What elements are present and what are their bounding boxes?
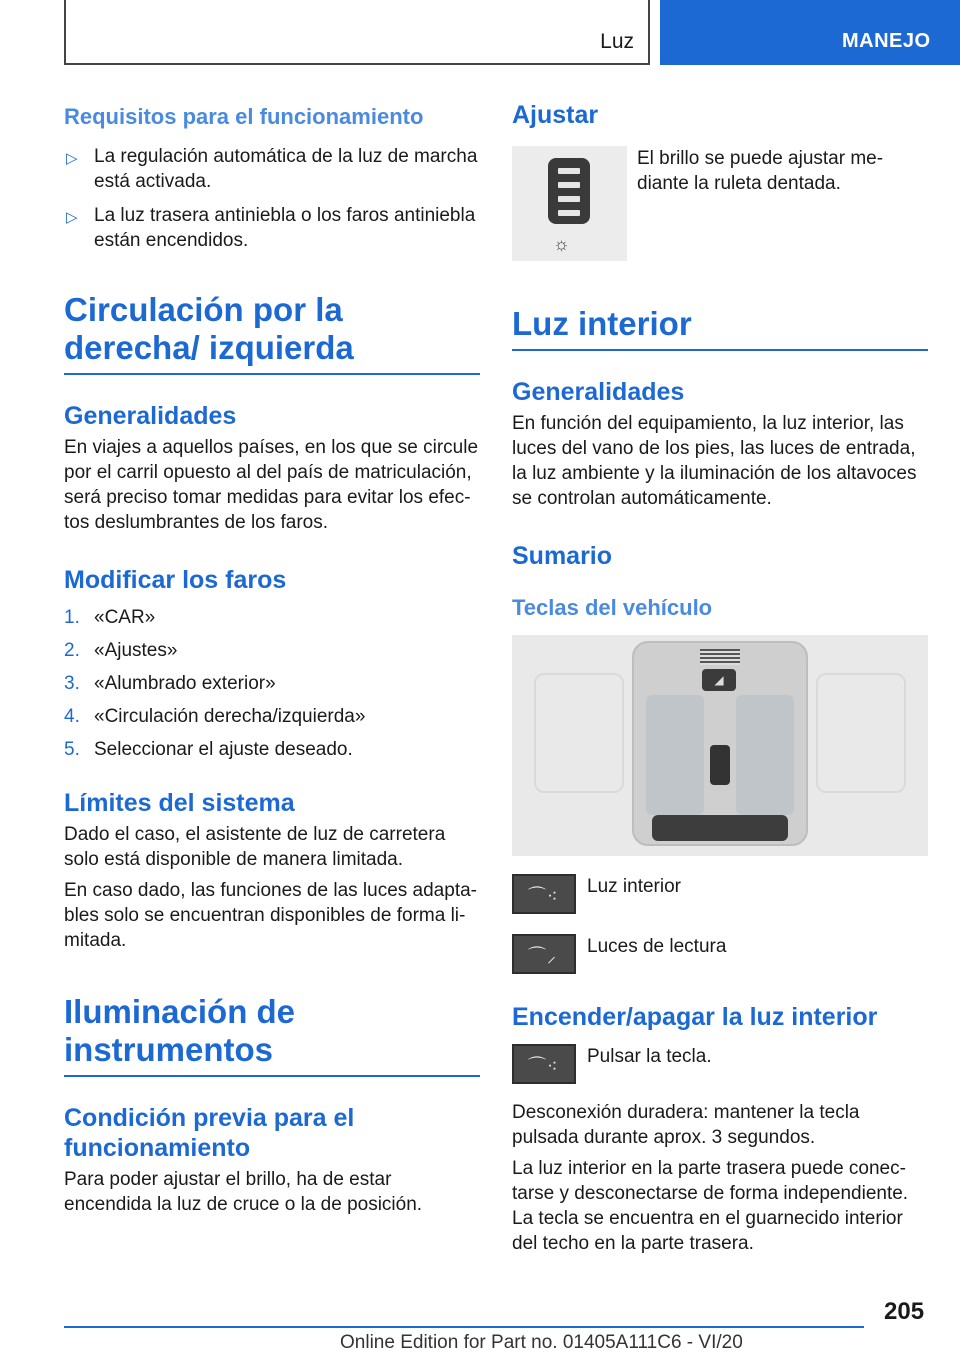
list-item: ▷ La luz trasera antiniebla o los faros antiniebla están encendidos. [66,205,476,251]
ilu-title: Iluminación de instrumentos [64,993,480,1077]
thumbwheel-body [548,158,590,224]
li-title: Luz interior [512,305,928,351]
key-interior-light-2 [512,1044,928,1102]
triangle-right-icon: ▷ [66,209,78,226]
cond-text: Para poder ajustar el brillo, ha de estar encendida la luz de cruce o la de posición. [64,1169,423,1215]
aj-text: El brillo se puede ajustar me- diante la ruleta dentada. [637,148,884,194]
req-title: Requisitos para el funcionamiento [64,104,424,129]
header-section-box [64,0,650,65]
key-label: Luces de lectura [587,936,727,957]
teclas-title: Teclas del vehículo [512,595,713,620]
list-item: 4. «Circulación derecha/izquierda» [64,706,366,727]
interior-light-icon: ⌒⁖ [512,874,576,914]
mod-title: Modificar los faros [64,566,287,594]
req-list [64,144,480,253]
sum-title: Sumario [512,542,613,570]
interior-light-icon: ⌒⁖ [512,1044,576,1084]
key-label: Luz interior [587,876,681,897]
thumbwheel-figure [512,146,627,261]
gen-title: Generalidades [64,402,237,430]
list-item: 3. «Alumbrado exterior» [64,673,276,694]
lim-text-1: Dado el caso, el asistente de luz de carretera solo está disponible de manera limitada. [64,824,446,870]
chapter-tab [660,0,960,65]
enc-title: Encender/apagar la luz interior [512,1003,878,1031]
list-item: 2. «Ajustes» [64,640,178,661]
gen-text: En viajes a aquellos países, en los que se circule por el carril opuesto al del país de matriculación, será preciso tomar medidas para evitar los efec- tos deslumbrantes de los faros. [64,437,479,533]
page-number: 205 [884,1298,925,1325]
enc-text-1: Desconexión duradera: mantener la tecla pulsada durante aprox. 3 segundos. [512,1102,860,1148]
section-title: Luz [600,30,634,53]
list-item: 1. «CAR» [64,607,156,628]
footer-divider [64,1326,864,1328]
aj-title: Ajustar [512,101,599,129]
circ-title: Circulación por la derecha/ izquierda [64,291,480,375]
gen-title-right: Generalidades [512,378,685,406]
brightness-icon: ☼ [553,234,570,254]
sos-button-icon: ◢ [702,669,736,691]
reading-light-icon: ⌒⸝ [512,934,576,974]
list-item: ▷ La regulación automática de la luz de marcha está activada. [66,146,478,192]
aj-block [512,146,928,261]
lim-text-2: En caso dado, las funciones de las luces adapta- bles solo se encuentran disponibles de forma li- mitada. [64,880,477,951]
key-reading-light [512,934,928,992]
mod-steps [64,605,480,762]
key-label: Pulsar la tecla. [587,1046,712,1067]
cond-title: Condición previa para el funcionamiento [64,1104,355,1162]
roof-console-figure [512,635,928,856]
key-interior-light [512,874,928,932]
list-item: 5. Seleccionar el ajuste deseado. [64,739,353,760]
triangle-right-icon: ▷ [66,150,78,167]
left-column [64,100,480,1217]
footer-edition: Online Edition for Part no. 01405A111C6 - VI/20 [340,1332,743,1353]
enc-text-2: La luz interior en la parte trasera puede conec- tarse y desconectarse de forma independiente. La tecla se encuentra en el guarnecido interior del techo en la parte trasera. [512,1158,909,1254]
right-column [512,100,928,1256]
lim-title: Límites del sistema [64,789,295,817]
chapter-title: MANEJO [842,30,931,52]
gen-text-right: En función del equipamiento, la luz interior, las luces del vano de los pies, las luces de entrada, la luz ambiente y la iluminación de los altavoces se controlan automáticamente. [512,413,917,509]
